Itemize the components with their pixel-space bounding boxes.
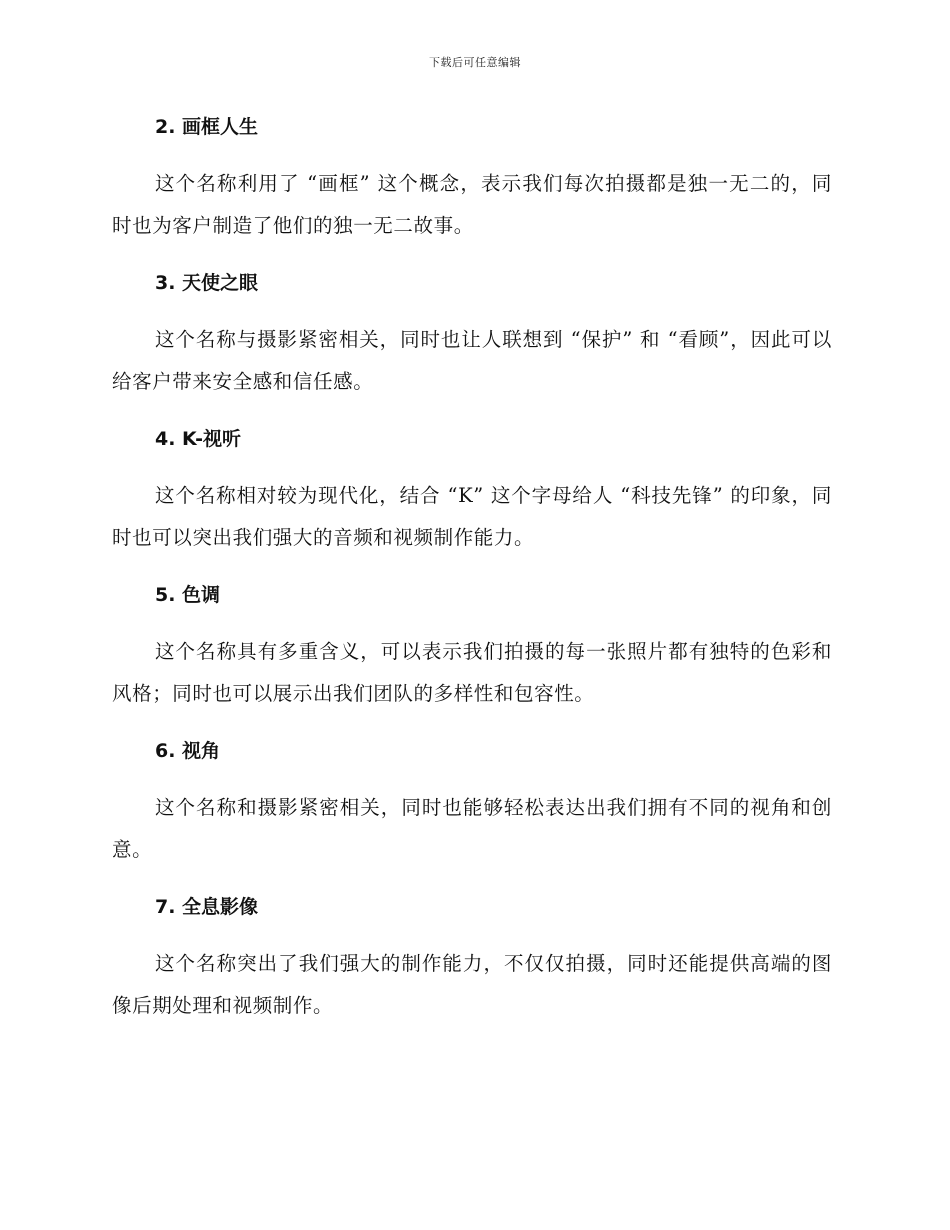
section-4 (112, 424, 832, 559)
section-5 (112, 580, 832, 715)
section-paragraph: 这个名称与摄影紧密相关，同时也让人联想到 “保护” 和 “看顾”，因此可以给客户带来安全感和信任感。 (112, 328, 832, 393)
page-header: 下载后可任意编辑 (429, 56, 521, 69)
document-content (112, 112, 832, 1048)
section-paragraph: 这个名称突出了我们强大的制作能力，不仅仅拍摄，同时还能提供高端的图像后期处理和视频制作。 (112, 952, 832, 1017)
section-heading: 3. 天使之眼 (155, 272, 259, 294)
section-heading: 6. 视角 (155, 740, 221, 762)
section-heading: 2. 画框人生 (155, 116, 259, 138)
section-heading: 4. K-视听 (155, 428, 242, 450)
section-7 (112, 892, 832, 1027)
section-paragraph: 这个名称相对较为现代化，结合 “K” 这个字母给人 “科技先锋” 的印象，同时也可以突出我们强大的音频和视频制作能力。 (112, 484, 832, 549)
section-paragraph: 这个名称具有多重含义，可以表示我们拍摄的每一张照片都有独特的色彩和风格；同时也可以展示出我们团队的多样性和包容性。 (112, 640, 832, 705)
section-2 (112, 112, 832, 247)
section-3 (112, 268, 832, 403)
section-paragraph: 这个名称利用了 “画框” 这个概念，表示我们每次拍摄都是独一无二的，同时也为客户制造了他们的独一无二故事。 (112, 172, 832, 237)
section-paragraph: 这个名称和摄影紧密相关，同时也能够轻松表达出我们拥有不同的视角和创意。 (112, 796, 832, 861)
section-heading: 5. 色调 (155, 584, 221, 606)
section-heading: 7. 全息影像 (155, 896, 259, 918)
section-6 (112, 736, 832, 871)
